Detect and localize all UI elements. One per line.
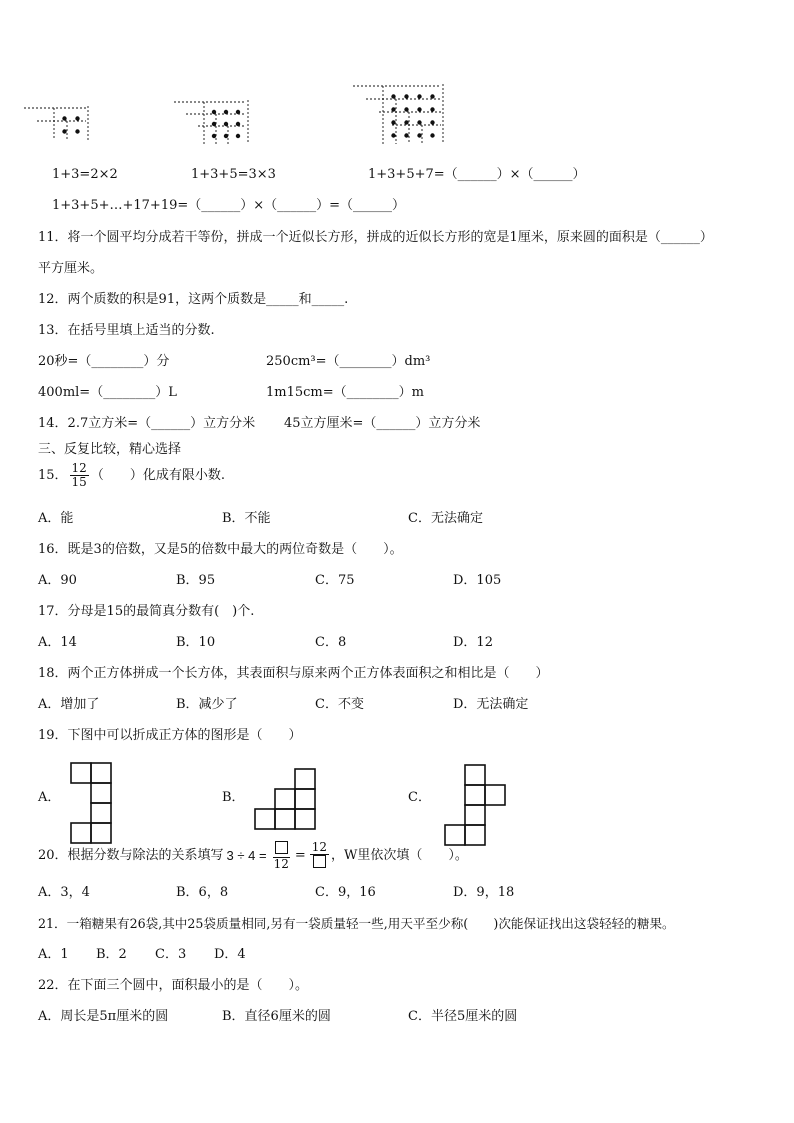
dot [62,116,66,120]
dot [391,94,395,98]
question-12: 12．两个质数的积是91，这两个质数是_____和_____. [38,292,349,307]
dot [224,122,228,126]
fraction-denominator: 12 [273,857,289,871]
dot [75,116,79,120]
net-square [295,769,315,789]
question-13-b: 250cm³=（________）dm³ [266,354,431,369]
question-14-b: 45立方厘米=（______）立方分米 [284,416,481,431]
fraction-numerator: 12 [311,840,328,854]
question-15-num: 15． [38,468,68,483]
dot [75,129,79,133]
q17-option-c: C．8 [315,635,347,650]
q15-option-c: C．无法确定 [408,511,483,526]
q16-option-b: B．95 [176,573,216,588]
net-square [275,789,295,809]
dot [236,110,240,114]
net-square [91,803,111,823]
q18-option-c: C．不变 [315,697,364,712]
dot [391,120,395,124]
question-20: 20．根据分数与除法的关系填写 3 ÷ 4 = 12 = 12 ，W里依次填（ ）。 [38,840,468,871]
dot [430,120,434,124]
q19-label-b: B． [222,790,245,805]
dot [417,120,421,124]
q19-label-a: A． [38,790,61,805]
q16-option-c: C．75 [315,573,355,588]
dot [236,122,240,126]
question-17: 17．分母是15的最简真分数有( )个. [38,604,255,619]
blank-square-icon [313,855,326,868]
question-13-a: 20秒=（________）分 [38,354,170,369]
fraction-12-over-box [310,841,329,871]
q18-option-b: B．减少了 [176,697,238,712]
q21-option-c: C．3 [155,947,187,962]
q16-option-d: D．105 [453,573,502,588]
question-22: 22．在下面三个圆中，面积最小的是（ ）。 [38,978,309,993]
q21-option-b: B．2 [96,947,127,962]
question-16: 16．既是3的倍数，又是5的倍数中最大的两位奇数是（ ）。 [38,542,403,557]
dot [404,133,408,137]
net-square [255,809,275,829]
dots-figure-3 [375,82,450,152]
q15-option-b: B．不能 [222,511,271,526]
dots-figure-2 [190,86,260,151]
q16-option-a: A．90 [38,573,77,588]
q21-option-d: D．4 [214,947,246,962]
dot [212,110,216,114]
cube-net-a [70,762,120,832]
question-20-post: ，W里依次填（ ）。 [331,848,468,863]
q20-option-b: B．6，8 [176,885,229,900]
question-11-cont: 平方厘米。 [38,261,104,276]
q22-option-c: C．半径5厘米的圆 [408,1009,518,1024]
fig2-caption: 1+3+5=3×3 [191,167,276,182]
net-square [465,785,485,805]
question-11: 11．将一个圆平均分成若干等份，拼成一个近似长方形，拼成的近似长方形的宽是1厘米，原来圆的面积是（______） [38,230,713,245]
q17-option-b: B．10 [176,635,216,650]
q22-option-b: B．直径6厘米的圆 [222,1009,331,1024]
net-square [465,765,485,785]
net-square [465,805,485,825]
sum-line: 1+3+5+…+17+19=（______）×（______）=（______） [52,198,406,213]
net-square [91,763,111,783]
net-square [71,763,91,783]
question-13: 13．在括号里填上适当的分数. [38,323,215,338]
dot [430,107,434,111]
dot [224,134,228,138]
fraction-12-15 [70,462,89,489]
dot [391,133,395,137]
dot [404,107,408,111]
fig3-caption: 1+3+5+7=（______）×（______） [368,167,586,182]
question-21: 21．一箱糖果有26袋,其中25袋质量相同,另有一袋质量轻一些,用天平至少称( )次能保证找出这袋轻轻的糖果。 [38,916,675,931]
net-square [91,783,111,803]
dots-figure-1 [38,86,108,146]
blank-square-icon [275,841,288,854]
net-square [465,825,485,845]
question-13-d: 1m15cm=（________）m [266,385,424,400]
q19-label-c: C． [408,790,431,805]
dot [430,94,434,98]
net-square [295,809,315,829]
question-19: 19．下图中可以折成正方体的图形是（ ） [38,728,302,743]
question-18: 18．两个正方体拼成一个长方体，其表面积与原来两个正方体表面积之和相比是（ ） [38,666,549,681]
q18-option-d: D．无法确定 [453,697,529,712]
dot [417,133,421,137]
q21-option-a: A．1 [38,947,69,962]
q20-option-a: A．3，4 [38,885,90,900]
q17-option-a: A．14 [38,635,77,650]
question-20-expr: 3 ÷ 4 = [226,848,267,863]
q20-option-d: D．9，18 [453,885,515,900]
q22-option-a: A．周长是5π厘米的圆 [38,1009,169,1024]
dot [404,120,408,124]
fraction-denominator: 15 [71,475,87,489]
dot [430,133,434,137]
question-20-pre: 20．根据分数与除法的关系填写 [38,848,224,863]
fig1-caption: 1+3=2×2 [52,167,118,182]
q18-option-a: A．增加了 [38,697,100,712]
fraction-box-over-12 [272,841,291,871]
net-square [295,789,315,809]
question-15-rest: （ ）化成有限小数. [90,468,225,483]
question-14-a: 14．2.7立方米=（______）立方分米 [38,416,256,431]
q15-option-a: A．能 [38,511,74,526]
cube-net-b [254,768,324,818]
dot [417,94,421,98]
net-square [275,809,295,829]
dot [212,134,216,138]
net-square [485,785,505,805]
fraction-numerator: 12 [71,461,87,475]
dot [224,110,228,114]
dot [62,129,66,133]
dot [391,107,395,111]
q20-option-c: C．9，16 [315,885,376,900]
dot [404,94,408,98]
q17-option-d: D．12 [453,635,493,650]
dot [212,122,216,126]
dot [236,134,240,138]
question-15 [38,462,225,489]
dot [417,107,421,111]
cube-net-c [444,764,514,830]
question-13-c: 400ml=（________）L [38,385,177,400]
section-heading: 三、反复比较，精心选择 [38,442,182,457]
